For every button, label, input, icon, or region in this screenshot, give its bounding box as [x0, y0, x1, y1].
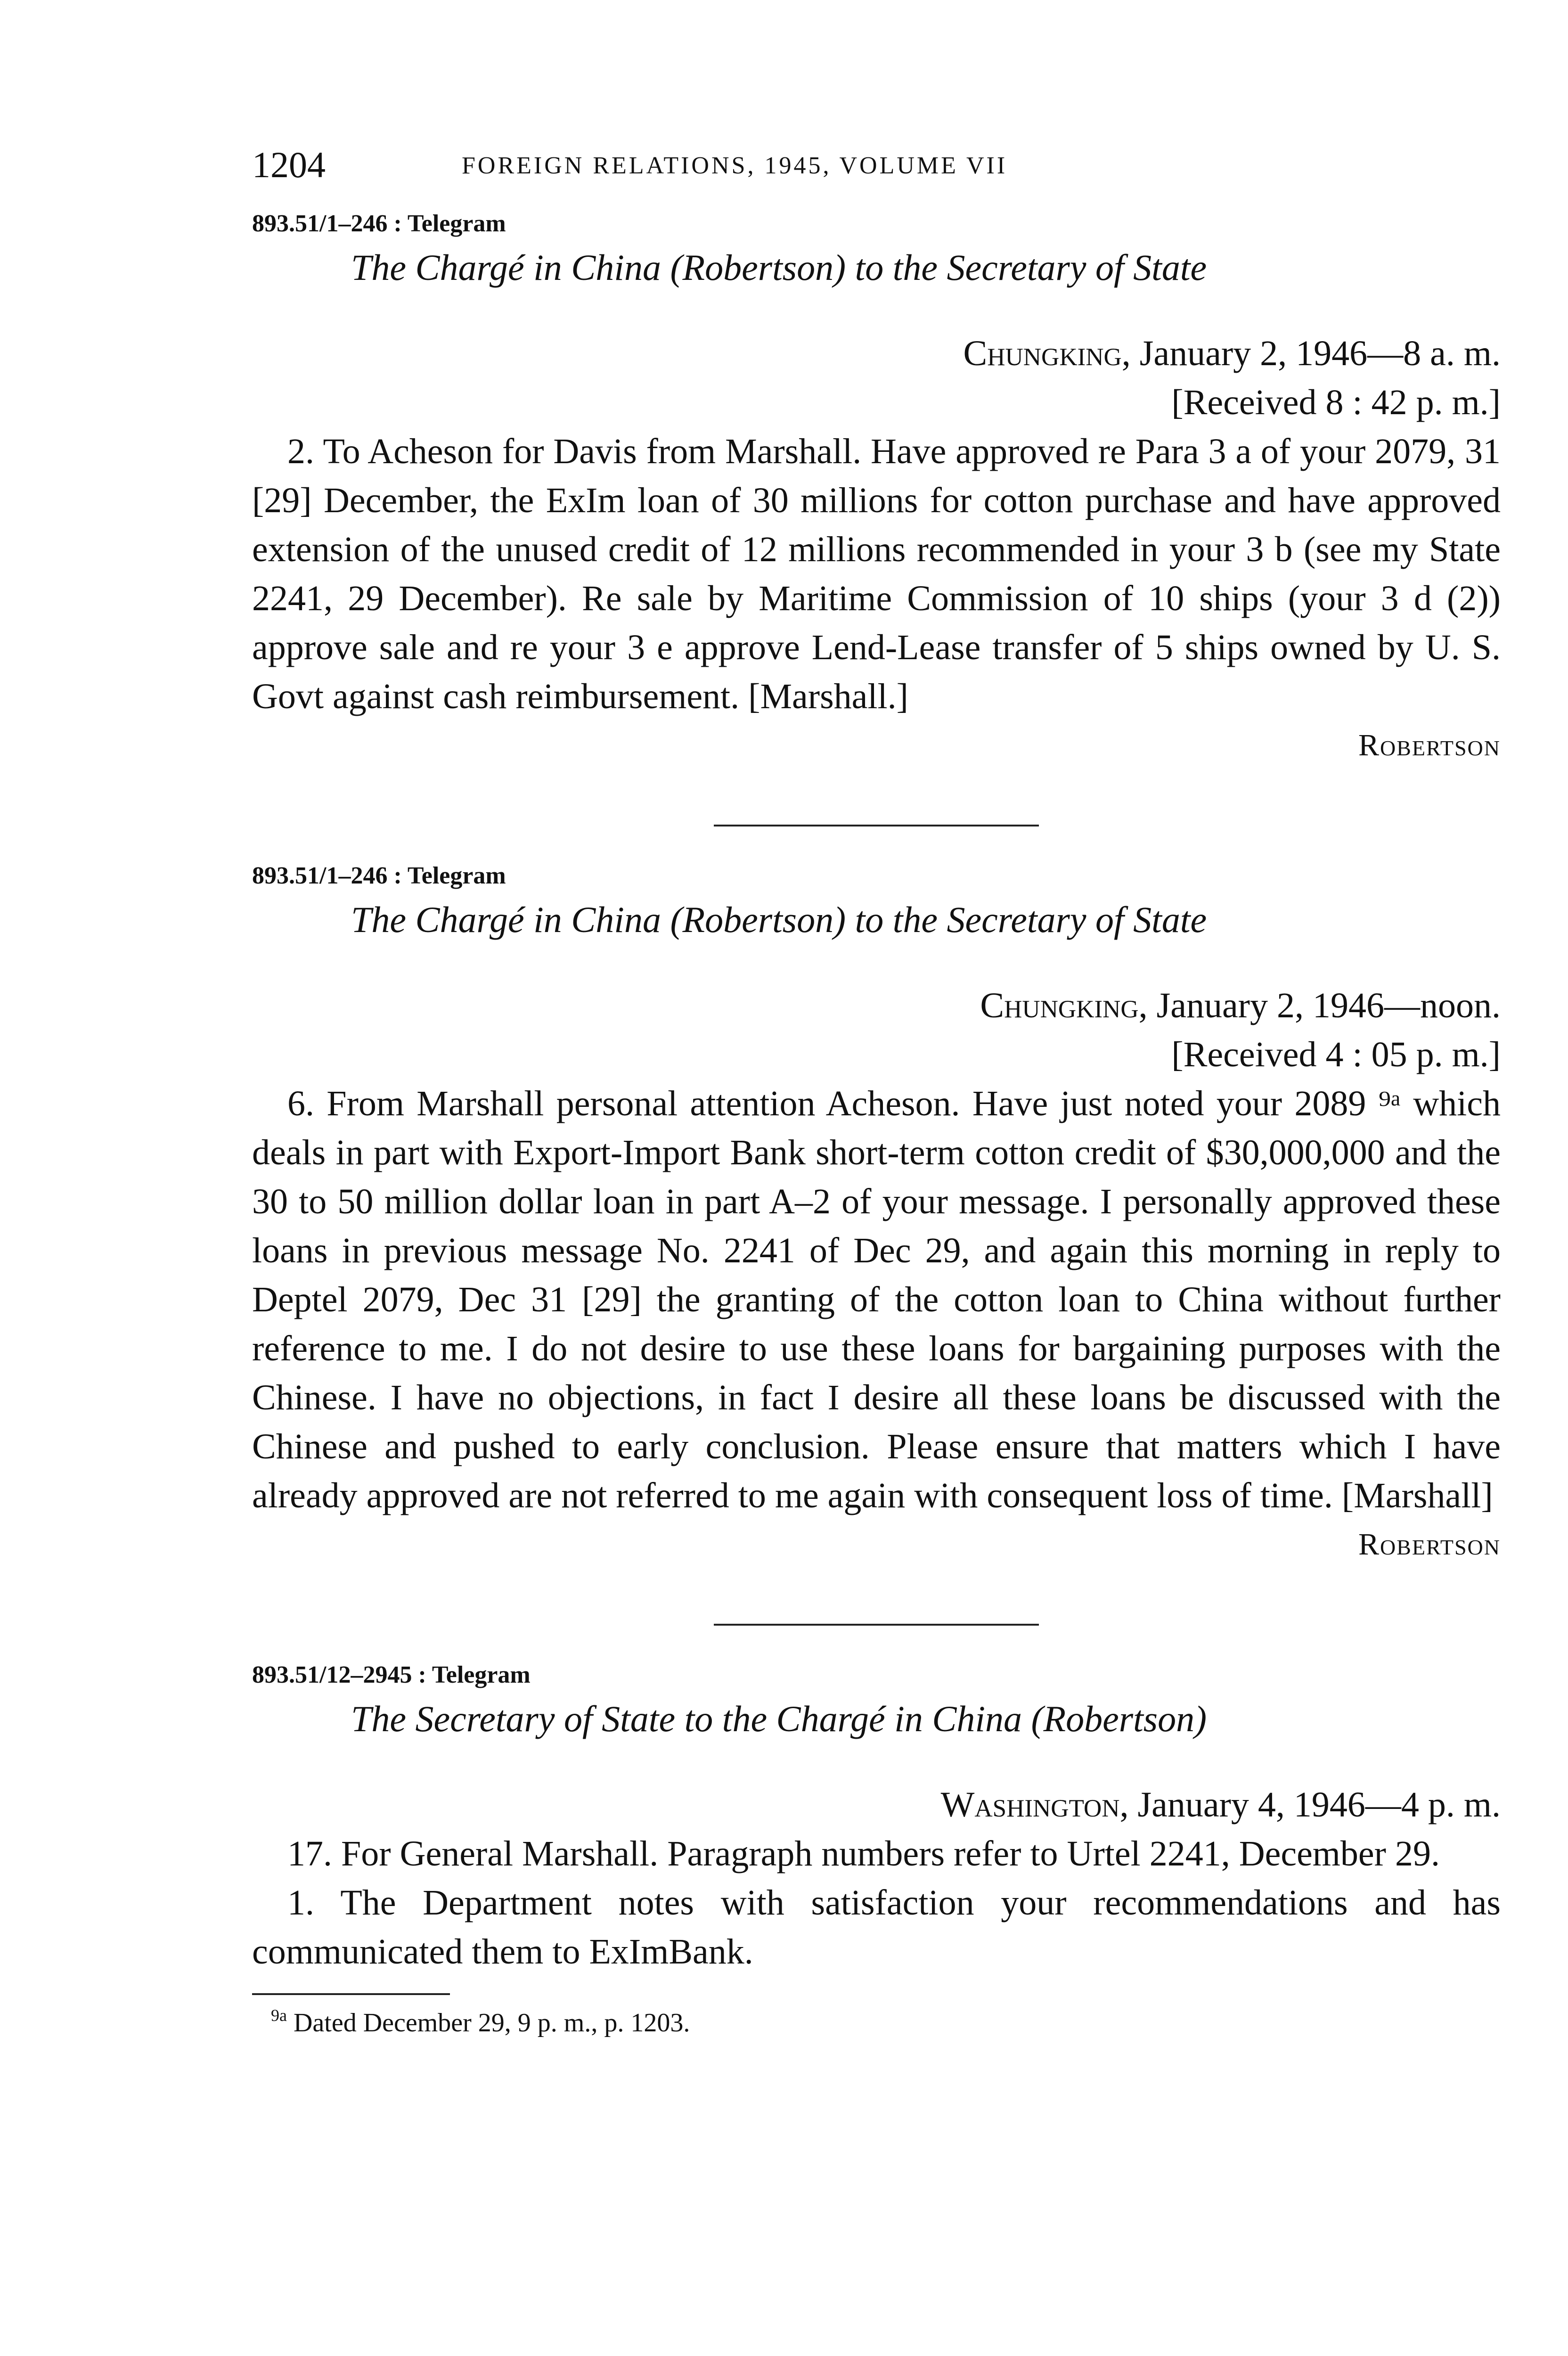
- dateline-place: Chungking: [980, 986, 1139, 1025]
- document-title: The Chargé in China (Robertson) to the Secretary of State: [351, 247, 1207, 288]
- dateline-date: , January 2, 1946—noon.: [1138, 986, 1501, 1025]
- telegram-3: [252, 1659, 1501, 1976]
- received-note: [Received 4 : 05 p. m.]: [1171, 1035, 1501, 1074]
- footnote-divider: [252, 1993, 450, 1995]
- footnote-mark: 9a: [271, 2006, 287, 2025]
- signature: Robertson: [1358, 1527, 1501, 1562]
- file-reference: 893.51/12–2945 : Telegram: [252, 1661, 531, 1688]
- telegram-paragraph: 2. To Acheson for Davis from Marshall. Have approved re Para 3 a of your 2079, 31 [29] December, the ExIm loan of 30 millions for cotton purchase and have approved extension of the unused credit of 12 millions recommended in your 3 b (see my State 2241, 29 December). Re sale by Maritime Commission of 10 ships (your 3 d (2)) approve sale and re your 3 e approve Lend-Lease transfer of 5 ships owned by U. S. Govt against cash reimbursement. [Marshall.]: [252, 432, 1501, 716]
- telegram-paragraph: 6. From Marshall personal attention Acheson. Have just noted your 2089 ⁹ᵃ which deals in part with Export-Import Bank short-term cotton credit of $30,000,000 and the 30 to 50 million dollar loan in part A–2 of your message. I personally approved these loans in previous message No. 2241 of Dec 29, and again this morning in reply to Deptel 2079, Dec 31 [29] the granting of the cotton loan to China without further reference to me. I do not desire to use these loans for bargaining purposes with the Chinese. I have no objections, in fact I desire all these loans be discussed with the Chinese and pushed to early conclusion. Please ensure that matters which I have already approved are not referred to me again with consequent loss of time. [Marshall]: [252, 1084, 1501, 1515]
- signature: Robertson: [1358, 728, 1501, 762]
- telegram-paragraph: 17. For General Marshall. Paragraph numbers refer to Urtel 2241, December 29.: [287, 1834, 1440, 1873]
- document-title: The Secretary of State to the Chargé in China (Robertson): [351, 1698, 1207, 1739]
- received-note: [Received 8 : 42 p. m.]: [1171, 383, 1501, 422]
- dateline: [252, 1780, 1501, 1829]
- document-title: The Chargé in China (Robertson) to the Secretary of State: [351, 899, 1207, 940]
- dateline-place: Chungking: [963, 334, 1122, 373]
- footnote-text: Dated December 29, 9 p. m., p. 1203.: [293, 2008, 690, 2037]
- footnote: [271, 2002, 1501, 2044]
- running-head: [252, 141, 1501, 193]
- dateline-place: Washington: [940, 1785, 1120, 1824]
- file-reference: 893.51/1–246 : Telegram: [252, 862, 506, 889]
- dateline: [252, 981, 1501, 1030]
- document-page: [252, 141, 1501, 2044]
- running-title: FOREIGN RELATIONS, 1945, VOLUME VII: [462, 152, 1008, 179]
- dateline: [252, 329, 1501, 378]
- telegram-paragraph: 1. The Department notes with satisfaction your recommendations and has communicated them to ExImBank.: [252, 1883, 1501, 1972]
- file-reference: 893.51/1–246 : Telegram: [252, 210, 506, 237]
- telegram-2: [252, 859, 1501, 1567]
- dateline-date: , January 4, 1946—4 p. m.: [1119, 1785, 1501, 1824]
- section-divider: [714, 825, 1039, 826]
- section-divider: [714, 1624, 1039, 1626]
- page-number: 1204: [252, 144, 326, 185]
- telegram-1: [252, 207, 1501, 768]
- dateline-date: , January 2, 1946—8 a. m.: [1121, 334, 1501, 373]
